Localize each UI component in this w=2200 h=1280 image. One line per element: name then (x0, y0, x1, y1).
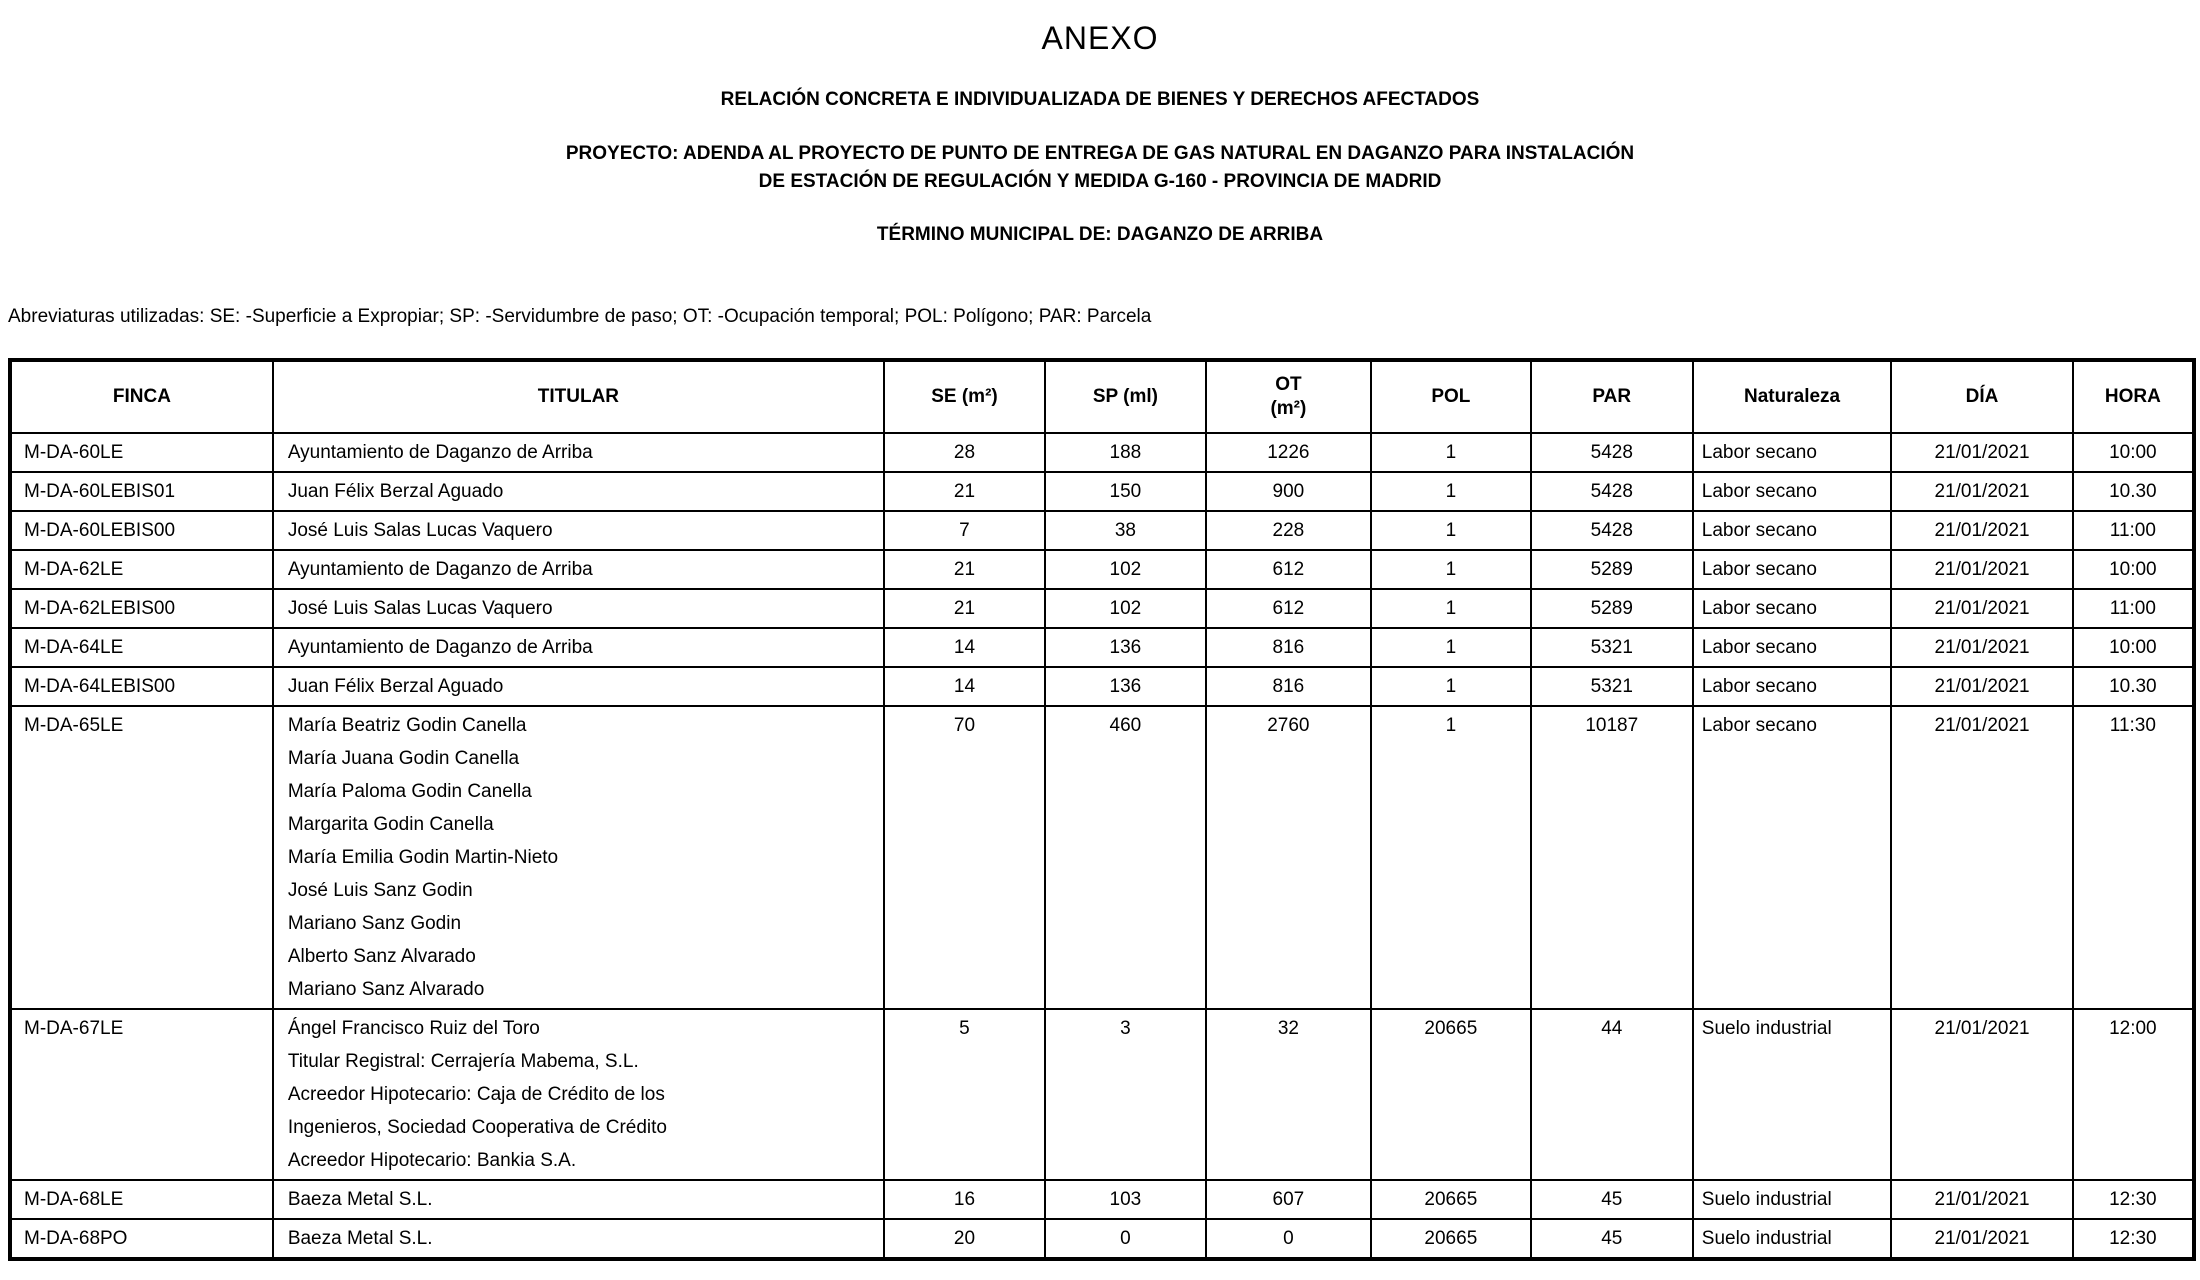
cell-finca: M-DA-60LE (10, 433, 273, 472)
column-header-se (884, 360, 1045, 433)
cell-hora: 12:30 (2073, 1219, 2194, 1259)
cell-ot: 900 (1206, 472, 1371, 511)
titular-line: Titular Registral: Cerrajería Mabema, S.L. (287, 1051, 639, 1072)
titular-line: José Luis Salas Lucas Vaquero (287, 598, 553, 619)
affected-properties-table (8, 358, 2196, 1261)
table-row (10, 628, 2194, 667)
cell-hora: 10.30 (2073, 667, 2194, 706)
cell-pol: 1 (1371, 706, 1531, 1009)
cell-par: 44 (1531, 1009, 1693, 1180)
cell-ot: 228 (1206, 511, 1371, 550)
cell-par: 5428 (1531, 511, 1693, 550)
cell-se: 14 (884, 628, 1045, 667)
cell-finca: M-DA-65LE (10, 706, 273, 1009)
cell-pol: 1 (1371, 667, 1531, 706)
cell-par: 5289 (1531, 589, 1693, 628)
cell-hora: 11:00 (2073, 589, 2194, 628)
cell-naturaleza: Labor secano (1693, 550, 1892, 589)
cell-pol: 1 (1371, 433, 1531, 472)
cell-ot: 816 (1206, 667, 1371, 706)
cell-pol: 1 (1371, 628, 1531, 667)
cell-se: 21 (884, 550, 1045, 589)
cell-finca: M-DA-62LE (10, 550, 273, 589)
cell-hora: 10.30 (2073, 472, 2194, 511)
cell-hora: 10:00 (2073, 550, 2194, 589)
cell-titular (273, 511, 884, 550)
titular-line: María Juana Godin Canella (287, 748, 520, 769)
cell-par: 5428 (1531, 472, 1693, 511)
cell-se: 21 (884, 472, 1045, 511)
cell-dia: 21/01/2021 (1891, 511, 2072, 550)
titular-line: Acreedor Hipotecario: Bankia S.A. (287, 1150, 577, 1171)
cell-ot: 816 (1206, 628, 1371, 667)
table-row (10, 1180, 2194, 1219)
cell-dia: 21/01/2021 (1891, 1180, 2072, 1219)
municipality-line: TÉRMINO MUNICIPAL DE: DAGANZO DE ARRIBA (876, 224, 1324, 245)
cell-se: 70 (884, 706, 1045, 1009)
cell-pol: 20665 (1371, 1009, 1531, 1180)
project-title-line1: PROYECTO: ADENDA AL PROYECTO DE PUNTO DE ENTREGA DE GAS NATURAL EN DAGANZO PARA INSTALACIÓN (565, 143, 1635, 164)
column-header-titular (273, 360, 884, 433)
column-header-label: OT (1275, 374, 1302, 395)
cell-ot: 0 (1206, 1219, 1371, 1259)
cell-finca: M-DA-64LE (10, 628, 273, 667)
titular-line: María Emilia Godin Martin-Nieto (287, 847, 559, 868)
cell-hora: 11:00 (2073, 511, 2194, 550)
column-header-par (1531, 360, 1693, 433)
cell-ot: 607 (1206, 1180, 1371, 1219)
titular-line: Acreedor Hipotecario: Caja de Crédito de los (287, 1084, 665, 1105)
cell-naturaleza: Suelo industrial (1693, 1219, 1892, 1259)
titular-line: Mariano Sanz Alvarado (287, 979, 485, 1000)
column-header-label: HORA (2104, 386, 2161, 407)
cell-dia: 21/01/2021 (1891, 667, 2072, 706)
cell-par: 45 (1531, 1219, 1693, 1259)
table-row (10, 589, 2194, 628)
column-header-pol (1371, 360, 1531, 433)
cell-sp: 103 (1045, 1180, 1206, 1219)
titular-line: Juan Félix Berzal Aguado (287, 481, 504, 502)
cell-sp: 136 (1045, 628, 1206, 667)
cell-sp: 136 (1045, 667, 1206, 706)
cell-titular (273, 589, 884, 628)
cell-naturaleza: Suelo industrial (1693, 1009, 1892, 1180)
cell-se: 20 (884, 1219, 1045, 1259)
cell-pol: 1 (1371, 550, 1531, 589)
cell-naturaleza: Labor secano (1693, 706, 1892, 1009)
column-header-label: Naturaleza (1744, 386, 1841, 407)
column-header-hora (2073, 360, 2194, 433)
cell-dia: 21/01/2021 (1891, 706, 2072, 1009)
cell-finca: M-DA-68PO (10, 1219, 273, 1259)
cell-titular (273, 550, 884, 589)
table-row (10, 550, 2194, 589)
cell-se: 28 (884, 433, 1045, 472)
cell-dia: 21/01/2021 (1891, 1219, 2072, 1259)
cell-finca: M-DA-62LEBIS00 (10, 589, 273, 628)
cell-finca: M-DA-64LEBIS00 (10, 667, 273, 706)
column-header-label-line2: (m²) (1270, 398, 1307, 419)
cell-naturaleza: Labor secano (1693, 511, 1892, 550)
cell-ot: 1226 (1206, 433, 1371, 472)
cell-titular (273, 667, 884, 706)
table-row (10, 472, 2194, 511)
cell-dia: 21/01/2021 (1891, 1009, 2072, 1180)
column-header-label: DÍA (1965, 386, 1999, 407)
column-header-finca (10, 360, 273, 433)
cell-hora: 11:30 (2073, 706, 2194, 1009)
cell-sp: 3 (1045, 1009, 1206, 1180)
cell-pol: 1 (1371, 589, 1531, 628)
cell-naturaleza: Labor secano (1693, 667, 1892, 706)
document-header (0, 0, 2200, 246)
table-row (10, 706, 2194, 1009)
cell-titular (273, 1219, 884, 1259)
column-header-label: SE (m²) (931, 386, 998, 407)
titular-line: Margarita Godin Canella (287, 814, 494, 835)
cell-sp: 38 (1045, 511, 1206, 550)
cell-se: 21 (884, 589, 1045, 628)
titular-line: Juan Félix Berzal Aguado (287, 676, 504, 697)
cell-ot: 32 (1206, 1009, 1371, 1180)
cell-dia: 21/01/2021 (1891, 472, 2072, 511)
column-header-dia (1891, 360, 2072, 433)
column-header-label: SP (ml) (1092, 386, 1158, 407)
cell-naturaleza: Labor secano (1693, 433, 1892, 472)
cell-ot: 612 (1206, 550, 1371, 589)
cell-par: 10187 (1531, 706, 1693, 1009)
cell-pol: 20665 (1371, 1219, 1531, 1259)
column-header-label: FINCA (112, 386, 171, 407)
cell-finca: M-DA-68LE (10, 1180, 273, 1219)
cell-titular (273, 433, 884, 472)
cell-naturaleza: Labor secano (1693, 472, 1892, 511)
cell-par: 5321 (1531, 667, 1693, 706)
cell-hora: 10:00 (2073, 433, 2194, 472)
cell-par: 5321 (1531, 628, 1693, 667)
table-header-row (10, 360, 2194, 433)
page-title: ANEXO (1041, 20, 1159, 56)
titular-line: Ayuntamiento de Daganzo de Arriba (287, 637, 593, 658)
titular-line: Baeza Metal S.L. (287, 1228, 433, 1249)
titular-line: Mariano Sanz Godin (287, 913, 462, 934)
cell-finca: M-DA-60LEBIS00 (10, 511, 273, 550)
cell-ot: 2760 (1206, 706, 1371, 1009)
column-header-label: POL (1431, 386, 1471, 407)
titular-line: Ayuntamiento de Daganzo de Arriba (287, 442, 593, 463)
table-row (10, 433, 2194, 472)
cell-pol: 20665 (1371, 1180, 1531, 1219)
cell-dia: 21/01/2021 (1891, 628, 2072, 667)
titular-line: José Luis Sanz Godin (287, 880, 473, 901)
titular-line: Ingenieros, Sociedad Cooperativa de Crédito (287, 1117, 667, 1138)
column-header-sp (1045, 360, 1206, 433)
abbreviations-line: Abreviaturas utilizadas: SE: -Superficie a Expropiar; SP: -Servidumbre de paso; OT: -Ocupación temporal; POL: Polígono; PAR: Parcela (8, 306, 1152, 327)
column-header-label: TITULAR (537, 386, 620, 407)
cell-finca: M-DA-67LE (10, 1009, 273, 1180)
cell-sp: 460 (1045, 706, 1206, 1009)
titular-line: María Beatriz Godin Canella (287, 715, 527, 736)
cell-hora: 12:30 (2073, 1180, 2194, 1219)
table-row (10, 1009, 2194, 1180)
cell-se: 14 (884, 667, 1045, 706)
cell-hora: 12:00 (2073, 1009, 2194, 1180)
cell-naturaleza: Suelo industrial (1693, 1180, 1892, 1219)
cell-titular (273, 628, 884, 667)
cell-sp: 0 (1045, 1219, 1206, 1259)
column-header-naturaleza (1693, 360, 1892, 433)
column-header-ot (1206, 360, 1371, 433)
cell-sp: 188 (1045, 433, 1206, 472)
cell-dia: 21/01/2021 (1891, 433, 2072, 472)
cell-pol: 1 (1371, 511, 1531, 550)
cell-pol: 1 (1371, 472, 1531, 511)
titular-line: Ayuntamiento de Daganzo de Arriba (287, 559, 593, 580)
cell-sp: 102 (1045, 589, 1206, 628)
cell-se: 5 (884, 1009, 1045, 1180)
table-body (10, 433, 2194, 1259)
cell-se: 16 (884, 1180, 1045, 1219)
cell-dia: 21/01/2021 (1891, 550, 2072, 589)
titular-line: Baeza Metal S.L. (287, 1189, 433, 1210)
cell-naturaleza: Labor secano (1693, 628, 1892, 667)
cell-finca: M-DA-60LEBIS01 (10, 472, 273, 511)
cell-sp: 102 (1045, 550, 1206, 589)
titular-line: María Paloma Godin Canella (287, 781, 532, 802)
cell-dia: 21/01/2021 (1891, 589, 2072, 628)
titular-line: Ángel Francisco Ruiz del Toro (287, 1018, 540, 1039)
cell-titular (273, 472, 884, 511)
table-row (10, 667, 2194, 706)
cell-titular (273, 1009, 884, 1180)
table-row (10, 511, 2194, 550)
cell-par: 45 (1531, 1180, 1693, 1219)
project-title-line2: DE ESTACIÓN DE REGULACIÓN Y MEDIDA G-160 - PROVINCIA DE MADRID (758, 171, 1442, 192)
cell-par: 5289 (1531, 550, 1693, 589)
cell-par: 5428 (1531, 433, 1693, 472)
cell-sp: 150 (1045, 472, 1206, 511)
cell-ot: 612 (1206, 589, 1371, 628)
project-title (0, 140, 2200, 196)
cell-se: 7 (884, 511, 1045, 550)
cell-titular (273, 1180, 884, 1219)
document-subtitle: RELACIÓN CONCRETA E INDIVIDUALIZADA DE BIENES Y DERECHOS AFECTADOS (720, 89, 1480, 110)
titular-line: José Luis Salas Lucas Vaquero (287, 520, 553, 541)
cell-naturaleza: Labor secano (1693, 589, 1892, 628)
titular-line: Alberto Sanz Alvarado (287, 946, 476, 967)
column-header-label: PAR (1592, 386, 1632, 407)
cell-titular (273, 706, 884, 1009)
table-row (10, 1219, 2194, 1259)
cell-hora: 10:00 (2073, 628, 2194, 667)
